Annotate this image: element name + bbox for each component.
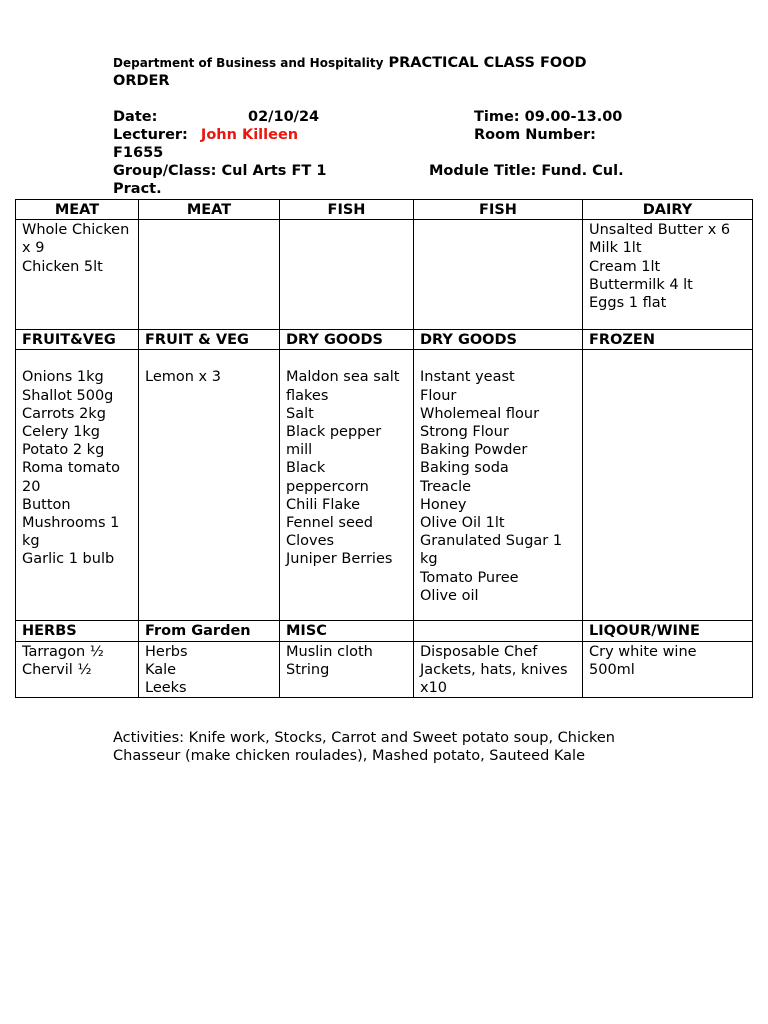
list-item: Tarragon ½ [22,643,104,660]
meat-items [16,220,139,330]
title-line1: PRACTICAL CLASS FOOD [388,55,587,71]
list-item: Olive Oil 1lt [420,515,505,532]
room-label: Room Number: [474,127,596,143]
dairy-items [583,220,753,330]
frozen-items [583,350,753,621]
list-item: Maldon sea salt flakes [286,369,400,404]
date-label: Date: [113,109,158,125]
header-cell: FRUIT&VEG [16,330,139,350]
items-row-3 [16,641,753,698]
list-item: Cream 1lt [589,258,661,275]
list-item: Unsalted Butter x 6 [589,222,731,239]
date-value: 02/10/24 [248,109,320,125]
header-cell: MEAT [16,200,139,220]
items-row-1 [16,220,753,330]
header-cell: FRUIT & VEG [139,330,280,350]
list-item: Kale [145,661,177,678]
module-title-cont: Pract. [113,181,162,197]
fish-items-2 [414,220,583,330]
module-title-field: Module Title: Fund. Cul. [429,163,624,179]
list-item: Juniper Berries [286,551,393,568]
list-item: Cloves [286,533,335,550]
header-row-1 [16,200,753,220]
list-item: Chervil ½ [22,661,92,678]
list-item: Honey [420,496,467,513]
lecturer-label: Lecturer: [113,127,188,143]
room-value: F1655 [113,145,164,161]
header-cell: DRY GOODS [414,330,583,350]
group-class-field: Group/Class: Cul Arts FT 1 [113,163,327,179]
activities-text: Activities: Knife work, Stocks, Carrot and Sweet potato soup, Chicken Chasseur (make chicken roulades), Mashed potato, Sauteed Kale [113,730,615,765]
list-item: String [286,661,330,678]
header-cell: FISH [414,200,583,220]
list-item: Chicken 5lt [22,258,103,275]
department-name: Department of Business and Hospitality [113,56,384,70]
list-item: Cry white wine 500ml [589,643,697,678]
dry-goods-items [280,350,414,621]
header-row-2 [16,330,753,350]
header-cell [414,621,583,641]
list-item: Black pepper mill [286,424,382,459]
list-item: Garlic 1 bulb [22,551,115,568]
list-item: Buttermilk 4 lt [589,276,693,293]
list-item: Instant yeast [420,369,515,386]
garden-items [139,641,280,698]
header-cell: FISH [280,200,414,220]
list-item: Olive oil [420,587,479,604]
header-cell: MISC [280,621,414,641]
list-item: Fennel seed [286,515,374,532]
misc-items [280,641,414,698]
liquor-wine-items [583,641,753,698]
list-item: Button Mushrooms 1 kg [22,496,120,550]
list-item: Milk 1lt [589,240,642,257]
list-item: Eggs 1 flat [589,295,667,312]
list-item: Shallot 500g [22,387,114,404]
header-cell: DRY GOODS [280,330,414,350]
list-item: Chili Flake [286,496,361,513]
list-item: Treacle [420,478,472,495]
list-item: Potato 2 kg [22,442,105,459]
list-item: Carrots 2kg [22,405,106,422]
fruit-veg-items-2 [139,350,280,621]
header-cell: HERBS [16,621,139,641]
list-item: Onions 1kg [22,369,104,386]
list-item: Flour [420,387,457,404]
header-cell: DAIRY [583,200,753,220]
list-item: Leeks [145,680,187,697]
order-table [15,199,753,698]
list-item: Lemon x 3 [145,369,221,386]
list-item: Disposable Chef Jackets, hats, knives x10 [420,643,568,697]
lecturer-name: John Killeen [200,127,299,143]
header-cell: LIQOUR/WINE [583,621,753,641]
list-item: Baking soda [420,460,509,477]
fish-items [280,220,414,330]
list-item: Black peppercorn [286,460,369,495]
list-item: Celery 1kg [22,424,100,441]
list-item: Strong Flour [420,424,509,441]
list-item: Herbs [145,643,188,660]
misc-items-2 [414,641,583,698]
herbs-items [16,641,139,698]
list-item: Granulated Sugar 1 kg [420,533,563,568]
fruit-veg-items [16,350,139,621]
header-cell: MEAT [139,200,280,220]
meat-items-2 [139,220,280,330]
list-item: Salt [286,405,314,422]
header-cell: From Garden [139,621,280,641]
title-line2: ORDER [113,73,170,89]
list-item: Tomato Puree [420,569,519,586]
document-title [113,54,587,72]
list-item: Wholemeal flour [420,405,540,422]
list-item: Baking Powder [420,442,528,459]
time-field: Time: 09.00-13.00 [474,109,623,125]
list-item: Muslin cloth [286,643,373,660]
lecturer-field [113,126,298,144]
header-cell: FROZEN [583,330,753,350]
dry-goods-items-2 [414,350,583,621]
header-row-3 [16,621,753,641]
items-row-2 [16,350,753,621]
list-item: Roma tomato 20 [22,460,121,495]
list-item: Whole Chicken x 9 [22,222,130,257]
